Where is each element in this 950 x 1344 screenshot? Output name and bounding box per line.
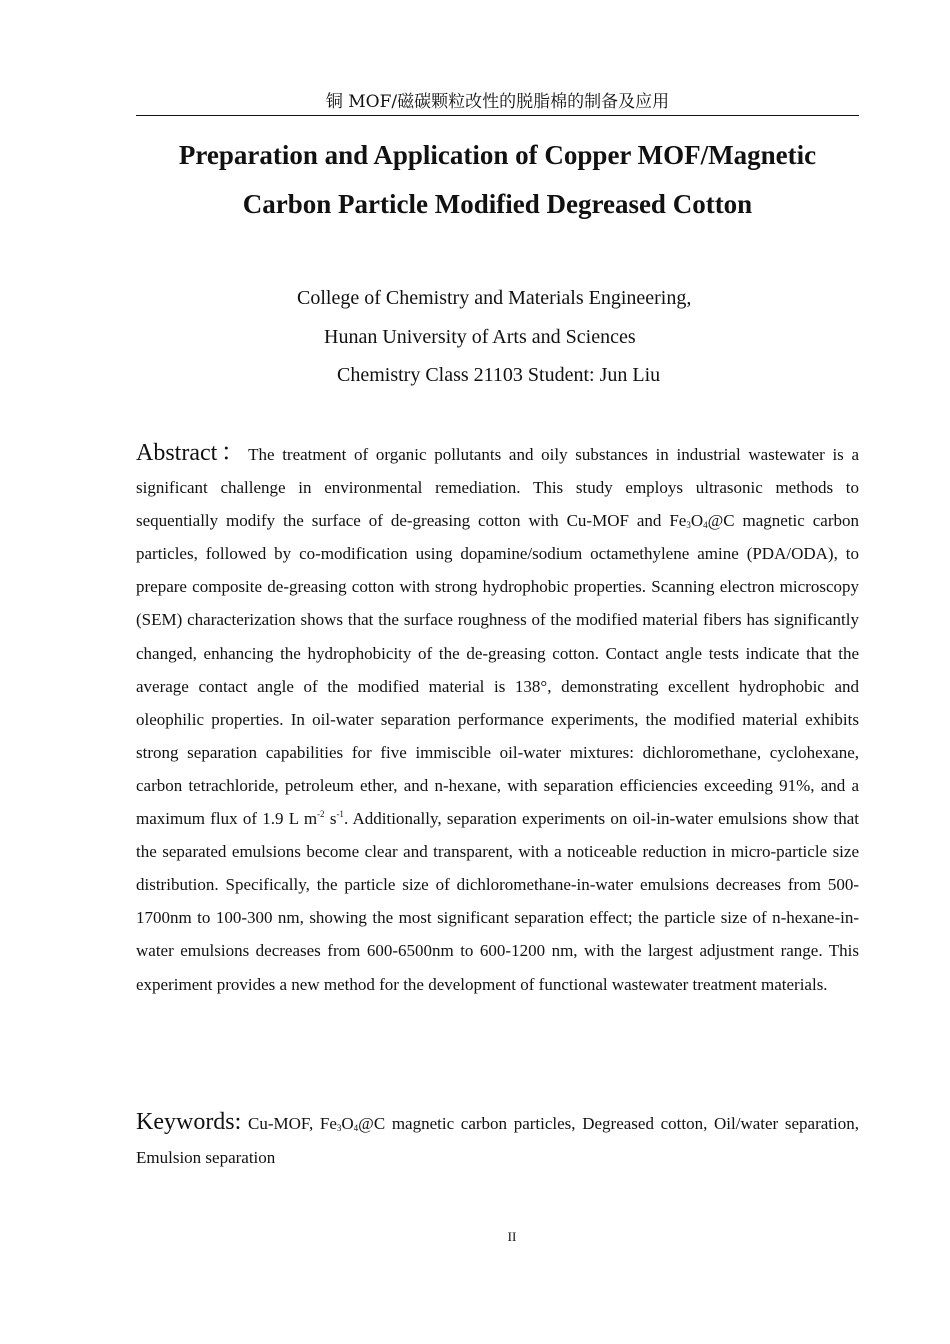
keywords-label: Keywords: (136, 1109, 242, 1135)
abstract-m-superscript: -2 (317, 809, 325, 820)
header-divider (136, 115, 859, 116)
abstract-oxygen-symbol: O (690, 511, 704, 531)
abstract-paragraph (136, 437, 859, 1001)
keywords-fe-subscript: 3 (336, 1123, 342, 1133)
abstract-s-superscript: -1 (336, 809, 344, 820)
keywords-o-subscript: 4 (353, 1123, 359, 1133)
running-header: 铜 MOF/磁碳颗粒改性的脱脂棉的制备及应用 (325, 92, 670, 112)
page-number: II (507, 1229, 517, 1244)
paper-title-line-1: Preparation and Application of Copper MOF/Magnetic (178, 140, 817, 170)
keywords-text-part-2: @C magnetic carbon particles, Degreased cotton, Oil/water separation, Emulsion separation (136, 1114, 859, 1167)
abstract-text-part-1: The treatment of organic pollutants and oily substances in industrial wastewater is a significant challenge in environmental remediation. This study employs ultrasonic methods to sequentially modify the surface of de-greasing cotton with Cu-MOF and Fe (136, 445, 859, 531)
abstract-label: Abstract： (136, 440, 249, 466)
paper-title (136, 131, 859, 229)
affiliation-student: Chemistry Class 21103 Student: Jun Liu (337, 364, 661, 386)
abstract-text-part-2: @C magnetic carbon particles, followed by co-modification using dopamine/sodium octamethylene amine (PDA/ODA), to prepare composite de-greasing cotton with strong hydrophobic properties. Scanning electron microscopy (SEM) characterization shows that the surface roughness of the modified material fibers has significantly changed, enhancing the hydrophobicity of the de-greasing cotton. Contact angle tests indicate that the average contact angle of the modified material is 138°, demonstrating excellent hydrophobic and oleophilic properties. In oil-water separation performance experiments, the modified material exhibits strong separation capabilities for five immiscible oil-water mixtures: dichloromethane, cyclohexane, carbon tetrachloride, petroleum ether, and n-hexane, with separation efficiencies exceeding 91%, and a maximum flux of 1.9 L m (136, 511, 859, 829)
paper-title-line-2: Carbon Particle Modified Degreased Cotton (242, 189, 753, 219)
affiliation-college: College of Chemistry and Materials Engineering, (297, 287, 692, 309)
affiliation-university: Hunan University of Arts and Sciences (324, 326, 636, 348)
keywords-text-part-1: Cu-MOF, Fe (241, 1114, 337, 1133)
abstract-text-part-3: . Additionally, separation experiments on oil-in-water emulsions show that the separated emulsions become clear and transparent, with a noticeable reduction in micro-particle size distribution. Specifically, the particle size of dichloromethane-in-water emulsions decreases from 500-1700nm to 100-300 nm, showing the most significant separation effect; the particle size of n-hexane-in-water emulsions decreases from 600-6500nm to 600-1200 nm, with the largest adjustment range. This experiment provides a new method for the development of functional wastewater treatment materials. (136, 809, 859, 994)
keywords-oxygen-symbol: O (341, 1114, 354, 1133)
abstract-fe-subscript: 3 (686, 520, 691, 531)
keywords-paragraph (136, 1105, 859, 1175)
abstract-s-unit: s (324, 809, 337, 829)
abstract-o-subscript: 4 (703, 520, 708, 531)
